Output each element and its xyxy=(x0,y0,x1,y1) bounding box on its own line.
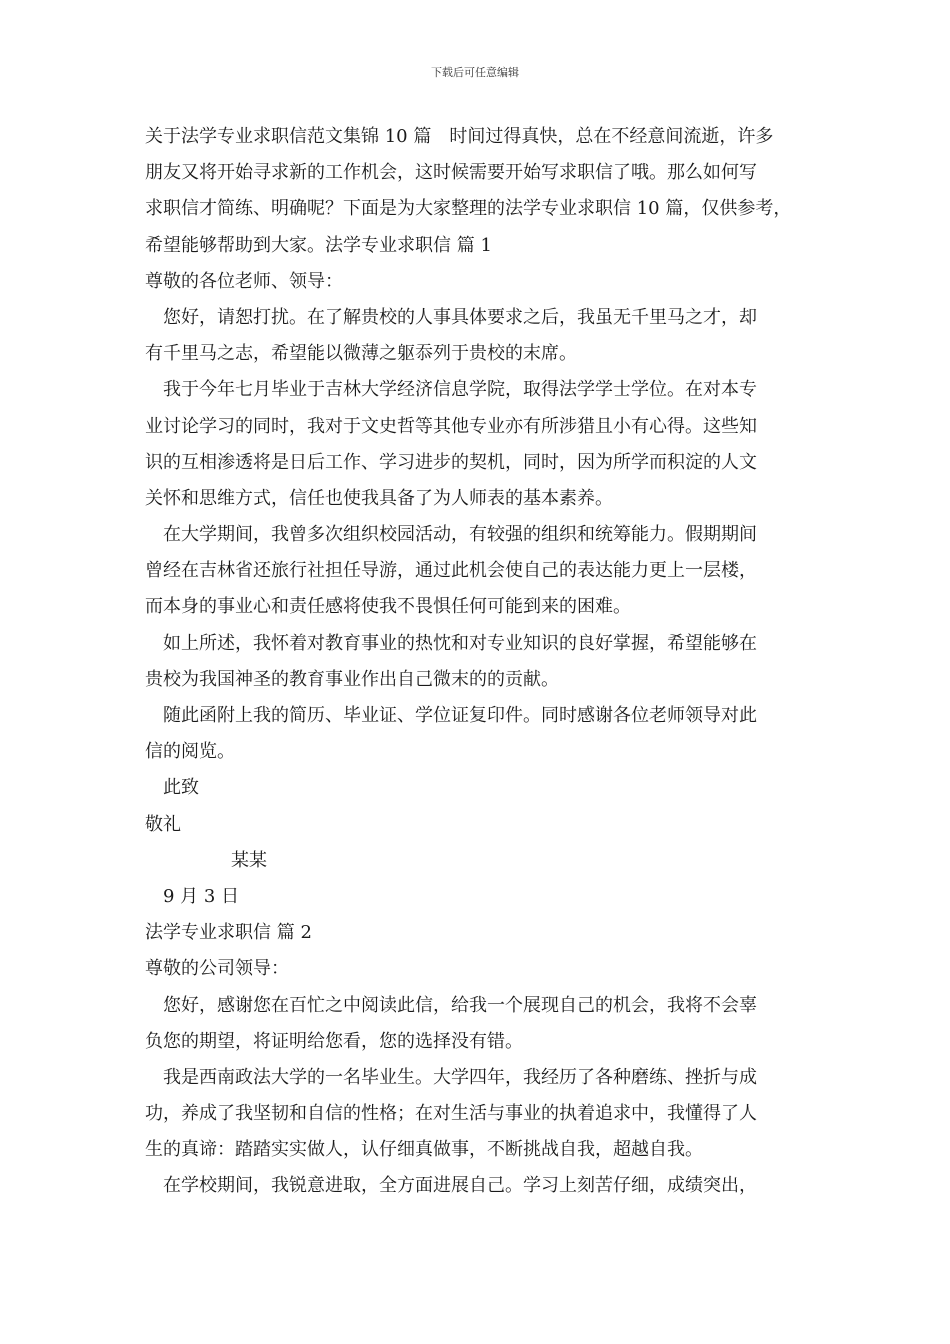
salutation: 尊敬的公司领导： xyxy=(145,958,289,980)
paragraph-line: 识的互相渗透将是日后工作、学习进步的契机，同时，因为所学而积淀的人文 xyxy=(145,451,757,473)
text-line: 朋友又将开始寻求新的工作机会，这时候需要开始写求职信了哦。那么如何写 xyxy=(145,162,757,184)
paragraph-line: 信的阅览。 xyxy=(145,741,235,763)
paragraph-line: 贵校为我国神圣的教育事业作出自己微末的的贡献。 xyxy=(145,668,559,690)
paragraph-line: 业讨论学习的同时，我对于文史哲等其他专业亦有所涉猎且小有心得。这些知 xyxy=(145,415,757,437)
paragraph-line: 在大学期间，我曾多次组织校园活动，有较强的组织和统筹能力。假期期间 xyxy=(163,524,757,546)
paragraph-line: 我是西南政法大学的一名毕业生。大学四年，我经历了各种磨练、挫折与成 xyxy=(163,1066,757,1088)
paragraph-line: 如上所述，我怀着对教育事业的热忱和对专业知识的良好掌握，希望能够在 xyxy=(163,632,757,654)
paragraph-line: 关怀和思维方式，信任也使我具备了为人师表的基本素养。 xyxy=(145,487,613,509)
paragraph-line: 我于今年七月毕业于吉林大学经济信息学院，取得法学学士学位。在对本专 xyxy=(163,379,757,401)
paragraph-line: 您好，感谢您在百忙之中阅读此信，给我一个展现自己的机会，我将不会辜 xyxy=(163,994,757,1016)
closing-line: 此致 xyxy=(163,777,199,799)
text-line: 求职信才简练、明确呢？下面是为大家整理的法学专业求职信 10 篇，仅供参考， xyxy=(145,198,792,220)
paragraph-line: 生的真谛：踏踏实实做人，认仔细真做事，不断挑战自我，超越自我。 xyxy=(145,1139,703,1161)
signature-date: 9 月 3 日 xyxy=(163,885,240,907)
salutation: 尊敬的各位老师、领导： xyxy=(145,270,343,292)
signature-name: 某某 xyxy=(231,849,267,871)
paragraph-line: 在学校期间，我锐意进取，全方面进展自己。学习上刻苦仔细，成绩突出， xyxy=(163,1175,757,1197)
text-line: 希望能够帮助到大家。法学专业求职信 篇 1 xyxy=(145,234,492,256)
paragraph-line: 有千里马之志，希望能以微薄之躯忝列于贵校的末席。 xyxy=(145,343,577,365)
section-heading: 法学专业求职信 篇 2 xyxy=(145,922,312,944)
page-header-note: 下载后可任意编辑 xyxy=(431,66,519,79)
paragraph-line: 曾经在吉林省还旅行社担任导游，通过此机会使自己的表达能力更上一层楼， xyxy=(145,560,757,582)
document-body xyxy=(145,119,813,1205)
paragraph-line: 您好，请恕打扰。在了解贵校的人事具体要求之后，我虽无千里马之才，却 xyxy=(163,306,757,328)
closing-line: 敬礼 xyxy=(145,813,181,835)
paragraph-line: 而本身的事业心和责任感将使我不畏惧任何可能到来的困难。 xyxy=(145,596,631,618)
paragraph-line: 随此函附上我的简历、毕业证、学位证复印件。同时感谢各位老师领导对此 xyxy=(163,705,757,726)
paragraph-line: 功，养成了我坚韧和自信的性格；在对生活与事业的执着追求中，我懂得了人 xyxy=(145,1103,757,1125)
paragraph-line: 负您的期望，将证明给您看，您的选择没有错。 xyxy=(145,1030,523,1052)
text-line: 关于法学专业求职信范文集锦 10 篇 时间过得真快，总在不经意间流逝，许多 xyxy=(145,126,774,147)
